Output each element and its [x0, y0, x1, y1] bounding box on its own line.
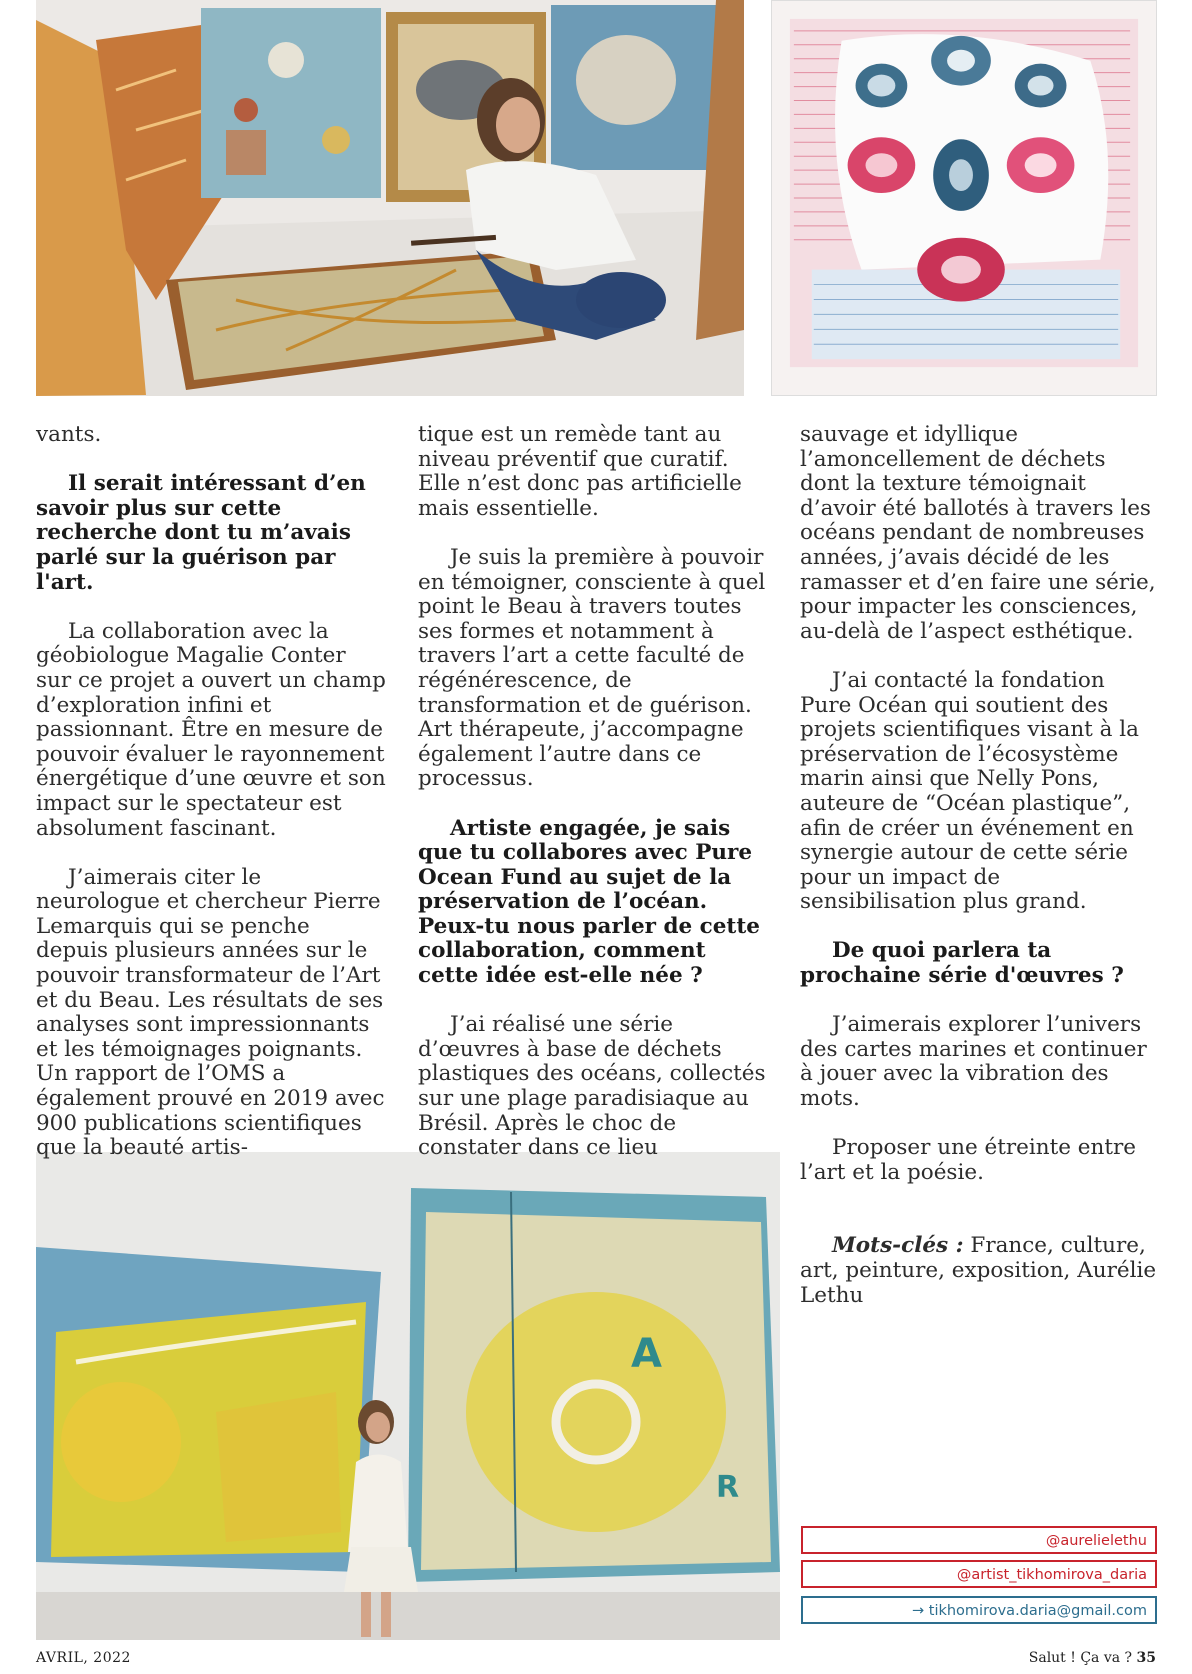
contact-email[interactable]: → tikhomirova.daria@gmail.com	[801, 1596, 1157, 1624]
footer-page-number: 35	[1136, 1650, 1156, 1666]
footer-page-info	[1029, 1650, 1156, 1666]
footer-magazine-name: Salut ! Ça va ?	[1028, 1650, 1133, 1666]
social-handle-daria[interactable]: @artist_tikhomirova_daria	[801, 1560, 1157, 1588]
column1-paragraph: J’aimerais citer le neurologue et chercheur Pierre Lemarquis qui se penche depuis plusieurs années sur le pouvoir transformateur de l’Art et du Beau. Les résultats de ses analyses sont impressionnants et les témoignages poignants. Un rapport de l’OMS a également prouvé en 2019 avec 900 publications scientifiques que la beauté artis-	[36, 864, 385, 1161]
svg-text:R: R	[716, 1470, 740, 1505]
keywords-label: Mots-clés :	[832, 1233, 964, 1259]
interview-question-healing: Il serait intéressant d’en savoir plus sur cette recherche dont tu m’avais parlé sur la guérison par l'art.	[36, 471, 366, 595]
photo-agate-artwork	[771, 0, 1157, 396]
column3-paragraph: Proposer une étreinte entre l’art et la poésie.	[800, 1135, 1137, 1185]
article-column-2	[418, 423, 770, 1161]
column2-paragraph-continued: tique est un remède tant au niveau préventif que curatif. Elle n’est donc pas artificielle mais essentielle.	[418, 422, 742, 521]
interview-question-pure-ocean: Artiste engagée, je sais que tu collabores avec Pure Ocean Fund au sujet de la préservation de l’océan. Peux-tu nous parler de cette collaboration, comment cette idée est-elle née ?	[418, 815, 760, 989]
column2-paragraph: J’ai réalisé une série d’œuvres à base de déchets plastiques des océans, collectés sur une plage paradisiaque au Brésil. Après le choc de constater dans ce lieu	[418, 1012, 766, 1161]
column1-paragraph: La collaboration avec la géobiologue Magalie Conter sur ce projet a ouvert un champ d’exploration infini et passionnant. Être en mesure de pouvoir évaluer le rayonnement énergétique d’une œuvre et son impact sur le spectateur est absolument fascinant.	[36, 618, 386, 841]
social-handle-aurelie[interactable]: @aurelielethu	[801, 1526, 1157, 1554]
column3-paragraph: J’ai contacté la fondation Pure Océan qui soutient des projets scientifiques visant à la préservation de l’écosystème marin ainsi que Nelly Pons, auteure de “Océan plastique”, afin de créer un événement en synergie autour de cette série pour un impact de sensibilisation plus grand.	[800, 667, 1140, 915]
photo-artist-studio	[36, 0, 744, 396]
article-column-1	[36, 423, 386, 1161]
column3-paragraph: J’aimerais explorer l’univers des cartes marines et continuer à jouer avec la vibration des mots.	[800, 1012, 1147, 1112]
keywords	[800, 1234, 1160, 1308]
keywords-list: France, culture, art, peinture, exposition, Aurélie Lethu	[800, 1233, 1157, 1308]
column3-paragraph-continued: sauvage et idyllique l’amoncellement de déchets dont la texture témoignait d’avoir été ballotés à travers les océans pendant de nombreuses années, j’avais décidé de les ramasser et d’en faire une série, pour impacter les consciences, au-delà de l’aspect esthétique.	[800, 422, 1156, 644]
footer-issue-date: AVRIL, 2022	[36, 1650, 131, 1666]
photo-gallery-exhibition	[36, 1152, 780, 1640]
interview-question-next-series: De quoi parlera ta prochaine série d'œuvres ?	[800, 938, 1124, 989]
article-column-3	[800, 423, 1160, 1333]
column2-paragraph: Je suis la première à pouvoir en témoigner, consciente à quel point le Beau à travers toutes ses formes et notamment à travers l’art a cette faculté de régénérescence, de transformation et de guérison. Art thérapeute, j’accompagne également l’autre dans ce processus.	[418, 544, 766, 792]
column1-paragraph-continued: vants.	[36, 422, 102, 447]
svg-text:A: A	[631, 1331, 662, 1377]
